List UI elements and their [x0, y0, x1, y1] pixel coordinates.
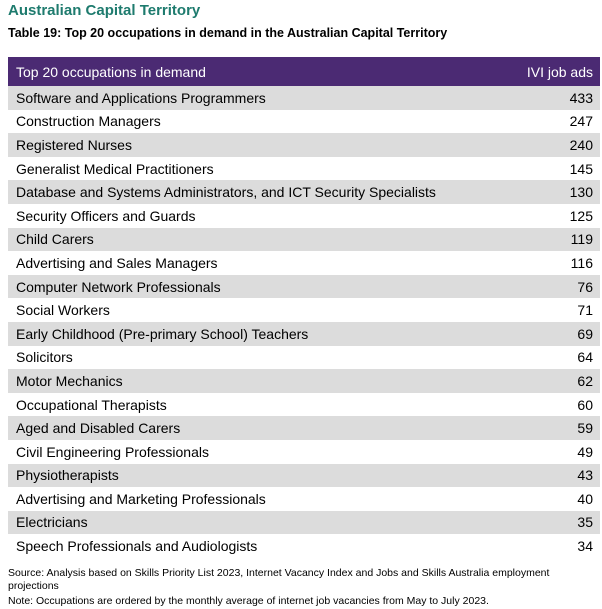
job-ads-cell: 35 [577, 514, 593, 531]
column-header-occupation: Top 20 occupations in demand [16, 63, 206, 80]
table-row [8, 369, 600, 393]
job-ads-cell: 116 [570, 254, 593, 271]
table-row [8, 157, 600, 181]
table-row [8, 416, 600, 440]
table-row [8, 204, 600, 228]
table-row [8, 298, 600, 322]
job-ads-cell: 130 [569, 184, 593, 201]
table-row [8, 511, 600, 535]
table-row [8, 487, 600, 511]
job-ads-cell: 43 [577, 467, 593, 484]
table-row [8, 251, 600, 275]
occupation-cell: Motor Mechanics [16, 372, 123, 389]
table-row [8, 275, 600, 299]
occupation-cell: Occupational Therapists [16, 396, 167, 413]
table-body [8, 86, 600, 558]
table-row [8, 86, 600, 110]
occupation-cell: Child Carers [16, 231, 94, 248]
occupation-cell: Physiotherapists [16, 467, 119, 484]
column-header-job-ads: IVI job ads [526, 63, 593, 80]
job-ads-cell: 64 [577, 349, 593, 366]
occupation-cell: Social Workers [16, 302, 110, 319]
occupation-cell: Speech Professionals and Audiologists [16, 538, 258, 555]
occupation-cell: Generalist Medical Practitioners [16, 160, 214, 177]
table-row [8, 393, 600, 417]
job-ads-cell: 145 [569, 160, 593, 177]
occupation-cell: Civil Engineering Professionals [16, 443, 209, 460]
table-row [8, 534, 600, 558]
occupation-cell: Database and Systems Administrators, and ICT Security Specialists [16, 184, 436, 201]
table-row [8, 464, 600, 488]
job-ads-cell: 49 [577, 443, 593, 460]
table-row [8, 180, 600, 204]
job-ads-cell: 59 [577, 420, 593, 437]
job-ads-cell: 119 [570, 231, 593, 248]
job-ads-cell: 247 [569, 113, 593, 130]
occupation-cell: Advertising and Sales Managers [16, 254, 218, 271]
job-ads-cell: 60 [577, 396, 593, 413]
table-row [8, 110, 600, 134]
job-ads-cell: 76 [577, 278, 593, 295]
job-ads-cell: 240 [569, 136, 593, 153]
occupation-cell: Aged and Disabled Carers [16, 420, 181, 437]
section-heading: Australian Capital Territory [8, 2, 201, 19]
table-row [8, 346, 600, 370]
source-footnote: Source: Analysis based on Skills Priority List 2023, Internet Vacancy Index and Jobs and Skills Australia employment projections [8, 567, 550, 592]
table-row [8, 133, 600, 157]
table-row [8, 322, 600, 346]
occupation-cell: Solicitors [16, 349, 73, 366]
note-footnote: Note: Occupations are ordered by the monthly average of internet job vacancies from May to July 2023. [8, 595, 489, 607]
occupation-cell: Software and Applications Programmers [16, 89, 266, 106]
table-row [8, 440, 600, 464]
occupation-cell: Security Officers and Guards [16, 207, 196, 224]
occupation-cell: Construction Managers [16, 113, 161, 130]
job-ads-cell: 34 [577, 538, 593, 555]
table-header [8, 57, 600, 86]
table-caption: Table 19: Top 20 occupations in demand in the Australian Capital Territory [8, 26, 448, 40]
occupation-cell: Registered Nurses [16, 136, 132, 153]
job-ads-cell: 125 [569, 207, 593, 224]
occupation-cell: Early Childhood (Pre-primary School) Teachers [16, 325, 309, 342]
job-ads-cell: 71 [577, 302, 593, 319]
job-ads-cell: 62 [577, 372, 593, 389]
job-ads-cell: 40 [577, 490, 593, 507]
occupations-table [8, 57, 600, 558]
job-ads-cell: 433 [569, 89, 593, 106]
occupation-cell: Computer Network Professionals [16, 278, 221, 295]
occupation-cell: Advertising and Marketing Professionals [16, 490, 266, 507]
table-row [8, 228, 600, 252]
occupation-cell: Electricians [16, 514, 88, 531]
job-ads-cell: 69 [577, 325, 593, 342]
